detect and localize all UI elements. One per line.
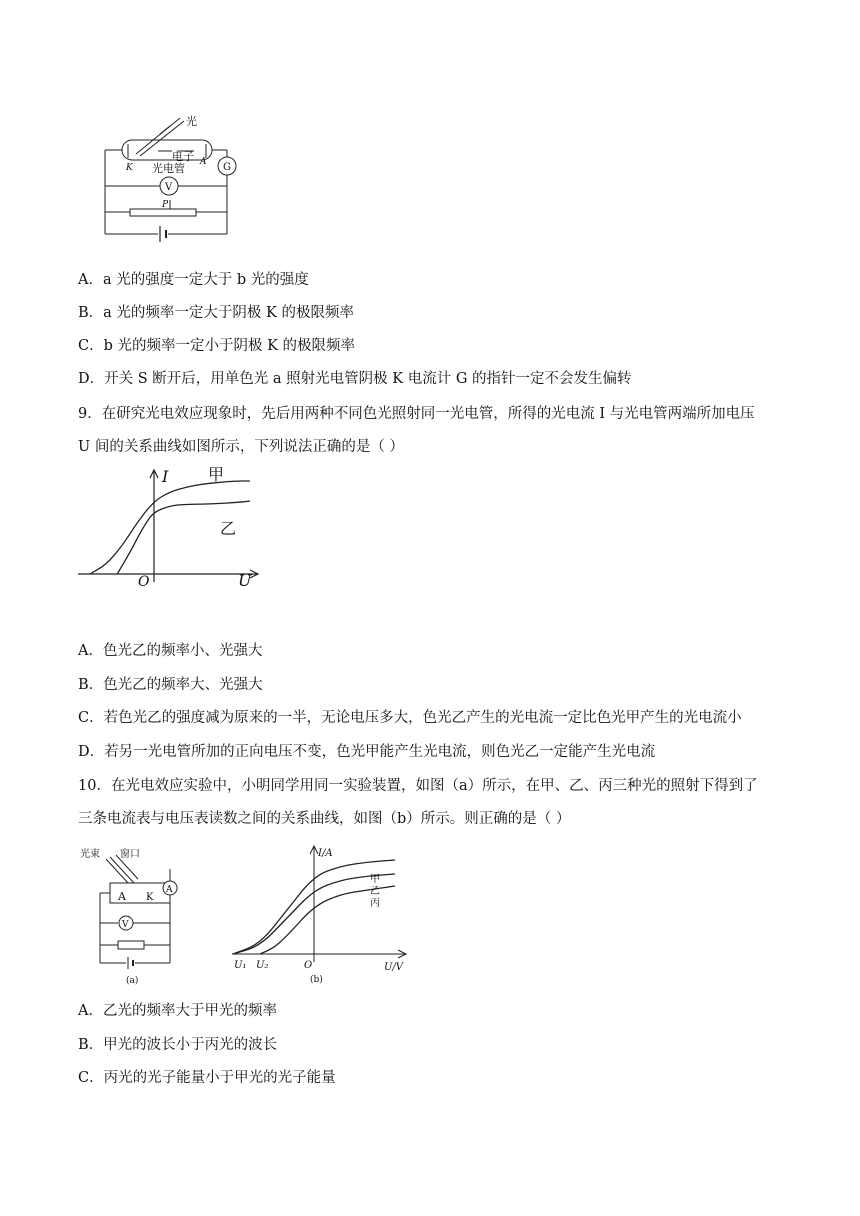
window-label: 窗口 [120, 849, 140, 860]
q9-option-b: B．色光乙的频率大、光强大 [78, 677, 263, 693]
voltmeter-a-label: V [122, 920, 129, 930]
q9-stem-line1: 9．在研究光电效应现象时，先后用两种不同色光照射同一光电管，所得的光电流 I 与光电管两端所加电压 [78, 406, 755, 422]
q8-option-d: D．开关 S 断开后，用单色光 a 照射光电管阴极 K 电流计 G 的指针一定不会发生偏转 [78, 371, 632, 387]
q9-option-d: D．若另一光电管所加的正向电压不变，色光甲能产生光电流，则色光乙一定能产生光电流 [78, 744, 656, 760]
beam-label: 光束 [80, 849, 100, 860]
q9-iu-chart [78, 462, 278, 592]
q9-stem-line2: U 间的关系曲线如图所示，下列说法正确的是（ ） [78, 439, 404, 455]
q9-option-a: A．色光乙的频率小、光强大 [78, 643, 263, 659]
q10-iu-chart-b [228, 842, 418, 985]
q9-option-c: C．若色光乙的强度减为原来的一半，无论电压多大，色光乙产生的光电流一定比色光甲产生的光电流小 [78, 710, 742, 726]
voltmeter-label: V [165, 182, 173, 193]
caption-b: (b) [310, 975, 323, 985]
galvanometer-label: G [223, 162, 231, 173]
anode-label: A [200, 157, 207, 167]
q10-option-b: B．甲光的波长小于丙光的波长 [78, 1037, 278, 1053]
light-label: 光 [186, 115, 197, 128]
x-axis-label: U/V [384, 962, 404, 973]
series-label-jia: 甲 [208, 465, 225, 484]
slider-label: P [162, 200, 169, 210]
phototube-shape [122, 140, 212, 160]
ammeter-label: A [166, 885, 173, 895]
y-axis-label: I [162, 467, 169, 486]
tick-u2: U₂ [256, 960, 269, 971]
q8-option-a: A．a 光的强度一定大于 b 光的强度 [78, 272, 309, 288]
q10-stem-line1: 10．在光电效应实验中，小明同学用同一实验装置，如图（a）所示，在甲、乙、丙三种光的照射下得到了 [78, 778, 758, 794]
tick-u1: U₁ [234, 960, 247, 971]
q10-option-a: A．乙光的频率大于甲光的频率 [78, 1003, 277, 1019]
tick-origin: O [304, 960, 313, 971]
x-axis-label: U [238, 571, 252, 590]
electrode-k-label: K [146, 892, 154, 903]
q8-option-b: B．a 光的频率一定大于阴极 K 的极限频率 [78, 305, 354, 321]
origin-label: O [138, 574, 150, 590]
q10-circuit-figure-a [78, 845, 198, 985]
cathode-label: K [126, 163, 133, 173]
photoelectric-circuit-figure [100, 112, 340, 242]
caption-a: (a) [126, 976, 139, 986]
series-label-yi: 乙 [220, 519, 237, 538]
series-label-bing: 丙 [370, 898, 380, 909]
y-axis-label: I/A [318, 848, 333, 859]
electron-label: 电子 [172, 150, 194, 163]
q8-option-c: C．b 光的频率一定小于阴极 K 的极限频率 [78, 338, 356, 354]
electrode-a-label: A [118, 890, 126, 903]
q10-option-c: C．丙光的光子能量小于甲光的光子能量 [78, 1070, 336, 1086]
series-label-yi: 乙 [370, 886, 380, 897]
phototube-label: 光电管 [152, 162, 185, 175]
q10-stem-line2: 三条电流表与电压表读数之间的关系曲线，如图（b）所示。则正确的是（ ） [78, 811, 571, 827]
series-label-jia: 甲 [370, 874, 380, 885]
